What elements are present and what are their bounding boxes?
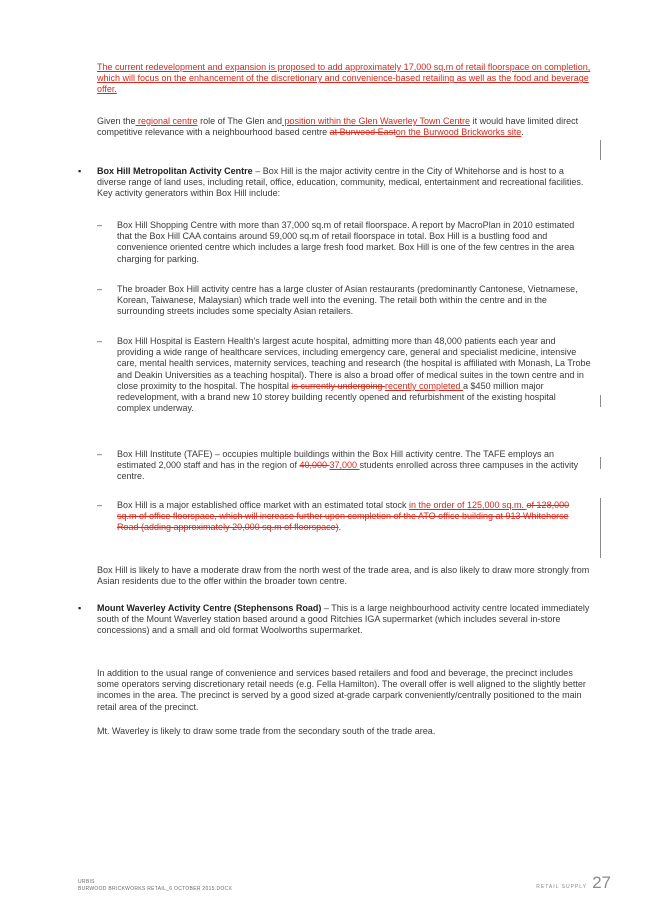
text: – Box Hill is the major activity centre in the City of Whitehorse and is host to a diverse range of land uses, including retail, office, education, community, medical, entertainment and recreational facilities. Key activity generators within Box Hill include:: [97, 166, 584, 199]
footer-company: URBIS: [78, 879, 95, 885]
change-bar: [600, 395, 601, 407]
boxhill-item-hospital: [117, 336, 591, 414]
page-number: 27: [592, 873, 611, 892]
boxhill-item-restaurants: [117, 284, 591, 318]
boxhill-intro: [97, 166, 591, 200]
bullet-marker: ▪: [78, 603, 82, 613]
dash-marker: –: [97, 284, 103, 294]
intro-paragraph-1: [97, 62, 591, 96]
bullet-marker: ▪: [78, 166, 82, 176]
text: Box Hill Hospital is Eastern Health's largest acute hospital, admitting more than 48,000 patients each year and providing a wide range of healthcare services, including emergency care, general and specialist medicine, intensive care, mental health services, maternity services, teaching and research (the hospital is affiliated with Monash, La Trobe and Deakin Universities as a teaching hospital). There is also a broad offer of medical suites in the town centre and in close proximity to the hospital. The hospital: [117, 336, 591, 391]
mtwaverley-intro: [97, 603, 591, 637]
dash-marker: –: [97, 449, 103, 459]
inserted-text: regional centre: [135, 116, 198, 126]
text: students enrolled across three campuses in the activity centre.: [117, 460, 579, 482]
text: .: [521, 127, 524, 138]
inserted-text: on the Burwood Brickworks site: [395, 127, 522, 138]
text: Box Hill Institute (TAFE) – occupies multiple buildings within the Box Hill activity centre. The TAFE employs an estimated 2,000 staff and has in the region of: [117, 449, 555, 471]
inserted-text: recently completed: [385, 380, 464, 391]
inserted-text: position within the Glen Waverley Town Centre: [281, 116, 471, 126]
text: Box Hill is a major established office market with an estimated total stock: [117, 500, 409, 510]
text: role of The Glen and: [197, 116, 282, 126]
footer-left: [78, 879, 232, 892]
boxhill-item-shopping-centre: [117, 220, 591, 265]
inserted-text: in the order of 125,000 sq.m.: [408, 500, 527, 510]
text: Mt. Waverley is likely to draw some trade from the secondary south of the trade area.: [97, 726, 436, 736]
inserted-text: The current redevelopment and expansion is proposed to add approximately 17,000 sq.m of retail floorspace on completion, which will focus on the enhancement of the discretionary and convenience-based retailing as well as the food and beverage offer.: [97, 62, 591, 95]
deleted-text: at Burwood East: [329, 127, 396, 138]
boxhill-item-tafe: [117, 449, 591, 483]
text: Box Hill Shopping Centre with more than 37,000 sq.m of retail floorspace. A report by MacroPlan in 2010 estimated that the Box Hill CAA contains around 59,000 sq.m of retail floorspace in total. Box Hill is a bustling food and convenience oriented centre which includes a large fresh food market. Box Hill is one of the few centres in the area charging for parking.: [117, 220, 575, 264]
dash-marker: –: [97, 220, 103, 230]
text: Given the: [97, 116, 136, 126]
dash-marker: –: [97, 500, 103, 510]
text: it would have limited direct competitive relevance with a neighbourhood based centre: [97, 116, 579, 138]
text: a $450 million major redevelopment, with a brand new 10 storey building recently opened and refurbishment of the existing hospital complex underway.: [117, 380, 556, 414]
change-bar: [600, 498, 601, 558]
footer-filename: BURWOOD BRICKWORKS RETAIL_6 OCTOBER 2015.DOCX: [78, 885, 233, 892]
boxhill-item-office-market: [117, 500, 591, 534]
footer-section: RETAIL SUPPLY: [536, 884, 587, 890]
change-bar: [600, 140, 601, 160]
dash-marker: –: [97, 336, 103, 346]
text: – This is a large neighbourhood activity centre located immediately south of the Mount Waverley station based around a good Ritchies IGA supermarket (which includes several in-store concessions) and a small and old format Woolworths supermarket.: [97, 603, 590, 636]
text: .: [338, 522, 342, 533]
mtwaverley-paragraph-2: [97, 668, 591, 713]
section-heading: Mount Waverley Activity Centre (Stephensons Road): [97, 603, 322, 613]
intro-paragraph-2: [97, 116, 591, 138]
mtwaverley-paragraph-3: [97, 726, 591, 737]
change-bar: [600, 457, 601, 469]
inserted-text: 37,000: [329, 460, 360, 471]
deleted-text: 40,000: [299, 460, 330, 471]
deleted-text: of 128,000 sq.m of office floorspace, which will increase further upon completion of the ATO office building at 913 Whitehorse Road (adding approximately 20,000 sq.m of floorspace): [117, 500, 570, 533]
text: The broader Box Hill activity centre has a large cluster of Asian restaurants (predominantly Cantonese, Vietnamese, Korean, Taiwanese, Malaysian) which trade well into the evening. The retail both within the centre and in the surrounding streets includes some specialty Asian retailers.: [117, 284, 578, 317]
deleted-text: is currently undergoing: [291, 380, 385, 391]
text: Box Hill is likely to have a moderate draw from the north west of the trade area, and is also likely to draw more strongly from Asian residents due to the offer within the broader town centre.: [97, 565, 590, 587]
section-heading: Box Hill Metropolitan Activity Centre: [97, 166, 253, 176]
text: In addition to the usual range of convenience and services based retailers and food and beverage, the precinct includes some operators serving discretionary retail needs (e.g. Fella Hamilton). The overall offer is well aligned to the slightly better incomes in the area. The precinct is served by a good sized at-grade carpark conveniently/centrally positioned to the main retail area of the precinct.: [97, 668, 586, 712]
boxhill-summary: [97, 565, 591, 587]
